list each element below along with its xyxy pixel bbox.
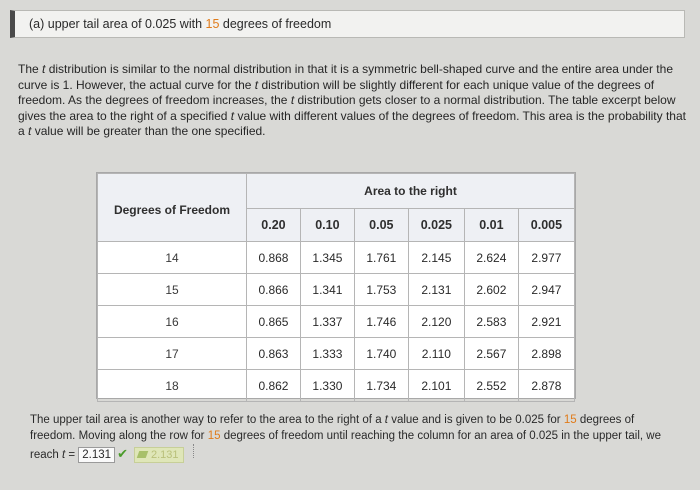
header-prefix: (a) upper tail area of 0.025 with [29,17,206,31]
intro-text-3: distribution will be slightly different for each unique value of the degrees of freedom. As the degrees of freedom increases, the [18,77,655,107]
table-cell: 0.866 [247,274,301,306]
explanation-dof-1: 15 [563,414,577,426]
table-cell: 1.746 [354,306,408,338]
intro-paragraph [18,62,686,140]
table-cell: 0.863 [247,338,301,370]
table-cell: 1.761 [354,242,408,274]
explanation-dof-2: 15 [207,430,221,442]
col-header: 0.005 [518,209,574,242]
table-cell: 2.878 [518,370,574,402]
intro-t-3: t [290,93,295,107]
table-cell: 0.862 [247,370,301,402]
explanation-paragraph [30,412,680,463]
intro-text-6: value will be greater than the one specified. [31,124,266,138]
intro-text-2: distribution is similar to the normal distribution in that it is a symmetric bell-shaped curve and the entire area under the curve is 1. However, the actual curve for the [18,62,673,92]
explanation-t-2: t [61,449,66,461]
dof-cell: 14 [98,242,247,274]
table-cell: 1.740 [354,338,408,370]
table-cell: 2.567 [464,338,518,370]
header-dof: 15 [205,17,220,31]
table-cell: 1.330 [300,370,354,402]
col-header: 0.025 [408,209,464,242]
cursor-marker [184,444,194,458]
explanation-text-4: degrees of freedom until reaching the column for an area of 0.025 in the upper tail, we reach [30,430,661,461]
table-cell: 2.624 [464,242,518,274]
intro-t-4: t [230,108,235,123]
table-row [98,274,575,306]
answer-hint-box [134,447,184,463]
check-icon: ✔ [117,446,128,461]
answer-hint-value: 2.131 [150,449,179,461]
table-cell: 2.583 [464,306,518,338]
question-part-header [10,10,685,38]
answer-input[interactable]: 2.131 [78,447,115,463]
t-table [97,173,575,402]
col-header: 0.20 [247,209,301,242]
table-cell: 2.921 [518,306,574,338]
t-distribution-table [96,172,576,399]
table-row [98,338,575,370]
explanation-text-3: degrees of freedom. Moving along the row for [30,414,635,442]
intro-t-2: t [254,77,259,92]
table-cell: 2.145 [408,242,464,274]
area-header: Area to the right [247,174,575,209]
table-cell: 2.977 [518,242,574,274]
table-row [98,306,575,338]
table-cell: 1.337 [300,306,354,338]
table-cell: 2.101 [408,370,464,402]
col-header: 0.05 [354,209,408,242]
table-cell: 1.333 [300,338,354,370]
header-suffix: degrees of freedom [219,17,332,31]
pencil-icon [137,451,149,458]
table-cell: 2.552 [464,370,518,402]
col-header: 0.01 [464,209,518,242]
dof-cell: 17 [98,338,247,370]
explanation-text-2: value and is given to be 0.025 for [388,414,564,426]
table-cell: 1.345 [300,242,354,274]
dof-header: Degrees of Freedom [98,174,247,242]
intro-text-5: value with different values of the degrees of freedom. This area is the probability that a [18,108,686,138]
table-cell: 2.120 [408,306,464,338]
dof-cell: 18 [98,370,247,402]
explanation-text-1: The upper tail area is another way to refer to the area to the right of a [30,414,385,426]
table-cell: 2.898 [518,338,574,370]
table-cell: 2.947 [518,274,574,306]
explanation-t-1: t [384,414,388,426]
dof-cell: 15 [98,274,247,306]
table-cell: 2.110 [408,338,464,370]
table-cell: 1.734 [354,370,408,402]
table-cell: 0.868 [247,242,301,274]
intro-t-5: t [28,124,32,138]
intro-text-4: distribution gets closer to a normal distribution. The table excerpt below gives the area to the right of a specified [18,93,676,123]
table-cell: 0.865 [247,306,301,338]
table-cell: 1.753 [354,274,408,306]
table-cell: 2.602 [464,274,518,306]
intro-text-1: The [18,62,43,76]
table-cell: 2.131 [408,274,464,306]
table-row [98,242,575,274]
intro-t-1: t [42,62,46,76]
col-header: 0.10 [300,209,354,242]
table-cell: 1.341 [300,274,354,306]
explanation-equals: = [65,449,79,461]
dof-cell: 16 [98,306,247,338]
table-row [98,370,575,402]
